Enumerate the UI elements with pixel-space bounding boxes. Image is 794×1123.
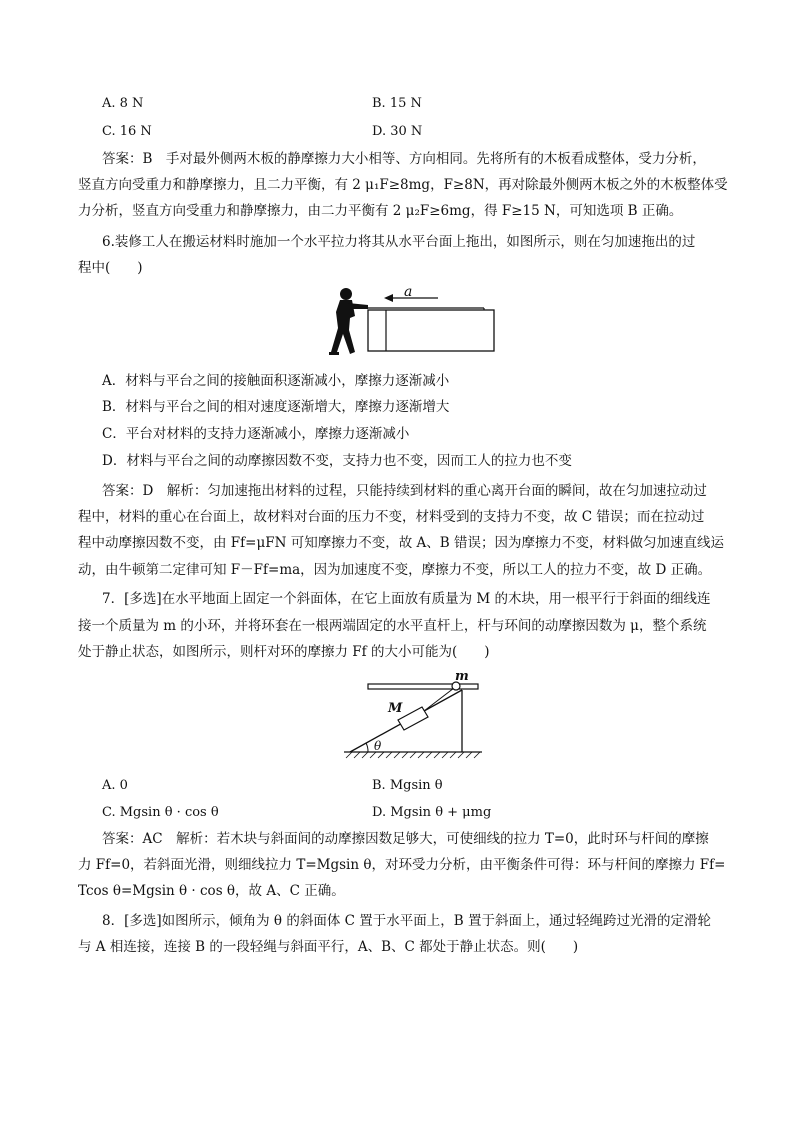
q7-option-a: A. 0	[102, 778, 128, 793]
q6-option-d: D．材料与平台之间的动摩擦因数不变，支持力也不变，因而工人的拉力也不变	[102, 453, 572, 469]
q5-option-b: B. 15 N	[372, 96, 422, 111]
q6-answer-line: 程中，材料的重心在台面上，故材料对台面的压力不变，材料受到的支持力不变，故 C 错误；而在拉动过	[78, 509, 705, 525]
q6-answer-line: 程中动摩擦因数不变，由 Ff=μFN 可知摩擦力不变，故 A、B 错误；因为摩擦力不变，材料做匀加速直线运	[78, 535, 724, 551]
q6-stem-line: 程中( )	[78, 260, 143, 276]
q7-answer-line: Tcos θ=Mgsin θ · cos θ，故 A、C 正确。	[78, 883, 345, 899]
q6-option-a: A．材料与平台之间的接触面积逐渐减小，摩擦力逐渐减小	[102, 373, 450, 389]
q7-ring-label: m	[455, 669, 469, 684]
q6-option-b: B．材料与平台之间的相对速度逐渐增大，摩擦力逐渐增大	[102, 399, 450, 415]
q7-option-b: B. Mgsin θ	[372, 778, 443, 793]
q7-answer-line: 答案：AC 解析：若木块与斜面间的动摩擦因数足够大，可使细线的拉力 T=0，此时环与杆间的摩擦	[102, 831, 709, 847]
q7-option-c: C. Mgsin θ · cos θ	[102, 805, 219, 820]
q5-answer-line: 答案：B 手对最外侧两木板的静摩擦力大小相等、方向相同。先将所有的木板看成整体，受力分析，	[102, 151, 706, 167]
q8-stem-line: 与 A 相连接，连接 B 的一段轻绳与斜面平行，A、B、C 都处于静止状态。则( )	[78, 939, 579, 955]
q7-block-label: M	[388, 701, 403, 716]
q7-answer-line: 力 Ff=0，若斜面光滑，则细线拉力 T=Mgsin θ，对环受力分析，由平衡条件可得：环与杆间的摩擦力 Ff=	[78, 857, 726, 873]
q7-stem-line: 接一个质量为 m 的小环，并将环套在一根两端固定的水平直杆上，杆与环间的动摩擦因数为 μ，整个系统	[78, 618, 707, 634]
q5-option-c: C. 16 N	[102, 124, 152, 139]
q7-stem-line: 处于静止状态，如图所示，则杆对环的摩擦力 Ff 的大小可能为( )	[78, 644, 490, 660]
q6-acceleration-label: a	[404, 284, 413, 300]
q6-option-c: C．平台对材料的支持力逐渐减小，摩擦力逐渐减小	[102, 426, 410, 442]
q6-stem-line: 6.装修工人在搬运材料时施加一个水平拉力将其从水平台面上拖出，如图所示，则在匀加速拖出的过	[102, 234, 696, 250]
q5-answer-line: 力分析，竖直方向受重力和静摩擦力，由二力平衡有 2 μ₂F≥6mg，得 F≥15 N，可知选项 B 正确。	[78, 203, 683, 219]
q6-answer-line: 答案：D 解析：匀加速拖出材料的过程，只能持续到材料的重心离开台面的瞬间，故在匀加速拉动过	[102, 483, 707, 499]
q5-answer-line: 竖直方向受重力和静摩擦力，且二力平衡，有 2 μ₁F≥8mg，F≥8N，再对除最外侧两木板之外的木板整体受	[78, 177, 728, 193]
q7-angle-label: θ	[374, 739, 382, 753]
q7-option-d: D. Mgsin θ + μmg	[372, 805, 492, 820]
q7-stem-line: 7．[多选]在水平地面上固定一个斜面体，在它上面放有质量为 M 的木块，用一根平行于斜面的细线连	[102, 591, 711, 607]
q5-option-d: D. 30 N	[372, 124, 423, 139]
q8-stem-line: 8．[多选]如图所示，倾角为 θ 的斜面体 C 置于水平面上，B 置于斜面上，通过轻绳跨过光滑的定滑轮	[102, 913, 711, 929]
q5-option-a: A. 8 N	[102, 96, 144, 111]
q6-answer-line: 动，由牛顿第二定律可知 F－Ff=ma，因为加速度不变，摩擦力不变，所以工人的拉力不变，故 D 正确。	[78, 562, 712, 578]
